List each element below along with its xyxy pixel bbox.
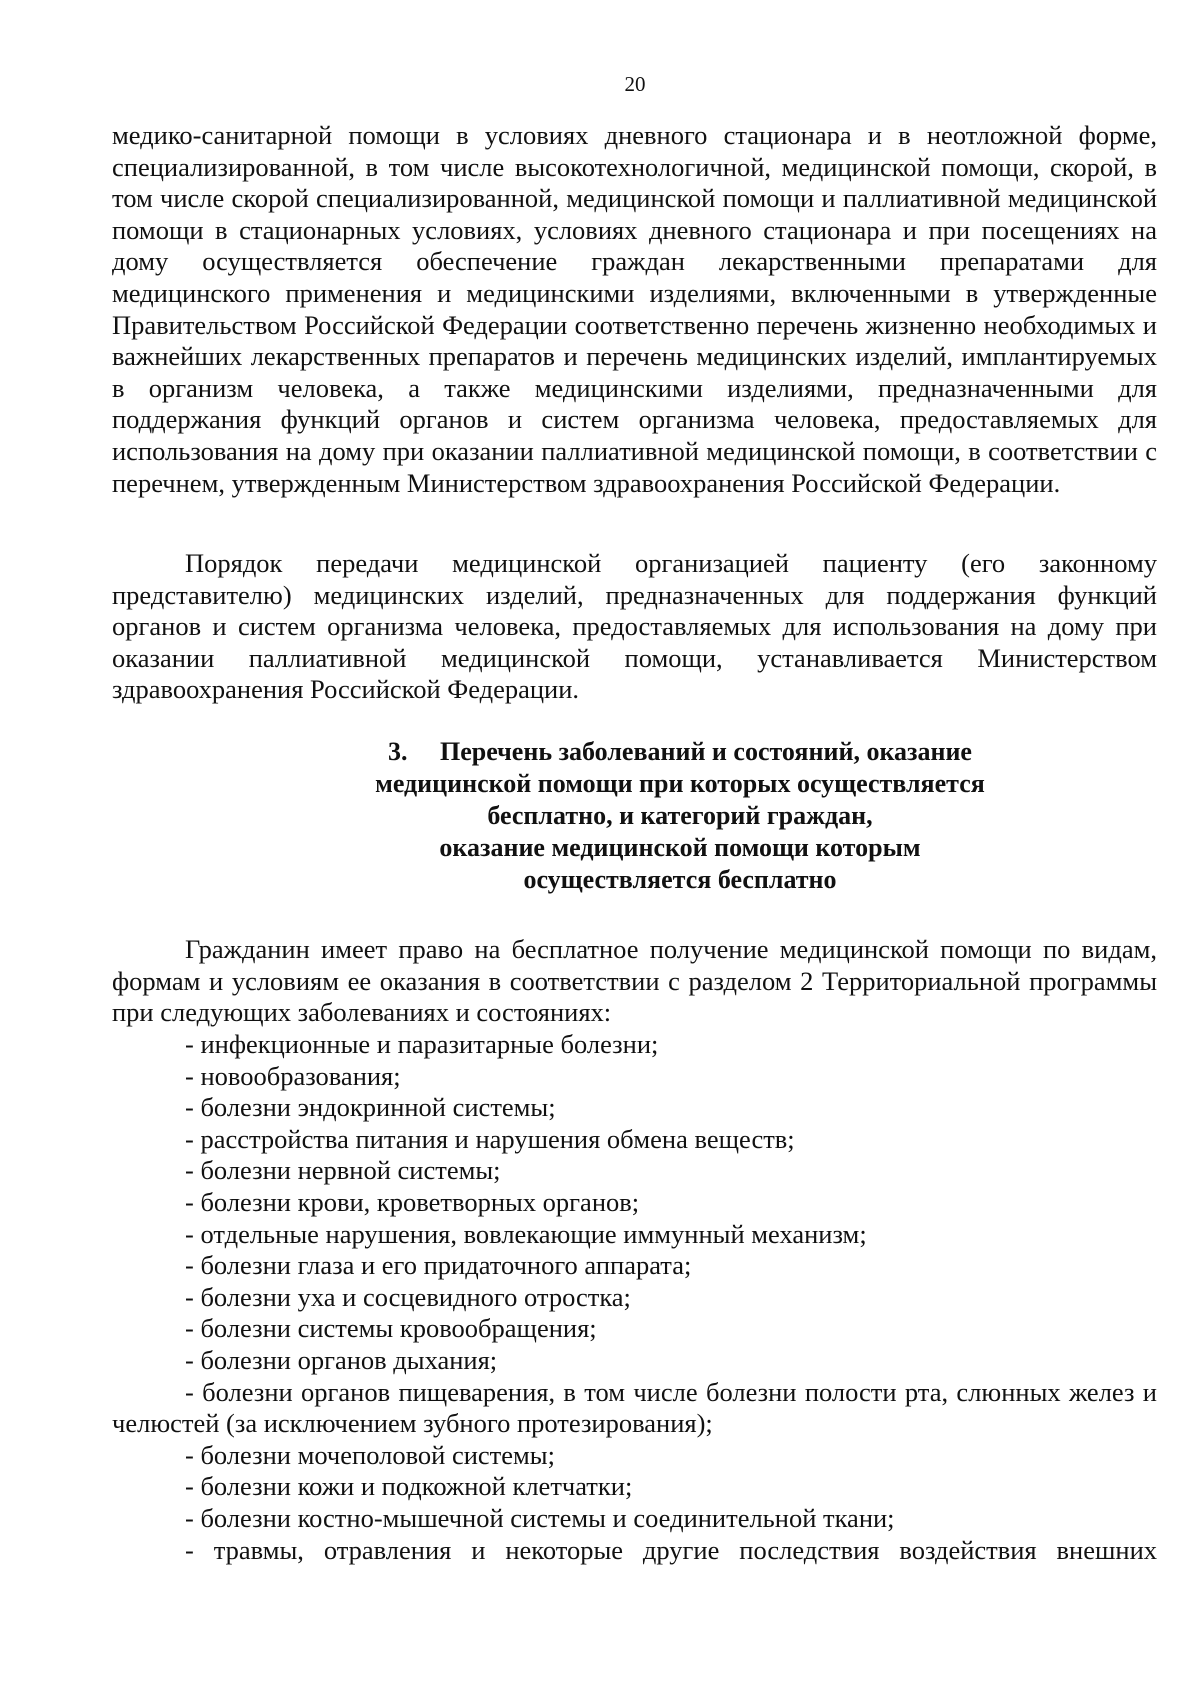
paragraph-device-transfer	[112, 548, 1157, 706]
section-heading-line-4: оказание медицинской помощи которым	[439, 833, 921, 862]
section-heading	[300, 736, 1060, 896]
paragraph-continued	[112, 120, 1157, 499]
list-item: - расстройства питания и нарушения обмена веществ;	[185, 1123, 795, 1154]
list-item: - болезни глаза и его придаточного аппарата;	[185, 1250, 692, 1281]
section-heading-line-3: бесплатно, и категорий граждан,	[487, 801, 873, 830]
list-item: - инфекционные и паразитарные болезни;	[185, 1029, 659, 1059]
list-item: - болезни эндокринной системы;	[185, 1092, 556, 1123]
paragraph-3-text: Гражданин имеет право на бесплатное получение медицинской помощи по видам, формам и условиям ее оказания в соответствии с разделом 2 Территориальной программы при следующих заболеваниях и состояниях:	[112, 934, 1157, 1028]
list-item: - болезни нервной системы;	[185, 1155, 501, 1186]
list-item: - травмы, отравления и некоторые другие последствия воздействия внешних	[185, 1534, 1157, 1565]
list-item: - болезни уха и сосцевидного отростка;	[185, 1281, 631, 1312]
list-item: - болезни органов дыхания;	[185, 1344, 498, 1375]
list-item: - новообразования;	[185, 1060, 401, 1091]
list-item: - болезни системы кровообращения;	[185, 1313, 597, 1344]
paragraph-2-text: Порядок передачи медицинской организацией пациенту (его законному представителю) медицинских изделий, предназначенных для поддержания функций органов и систем организма человека, предоставляемых для использования на дому при оказании паллиативной медицинской помощи, устанавливается Министерством здравоохранения Российской Федерации.	[112, 548, 1157, 705]
list-item: - болезни кожи и подкожной клетчатки;	[185, 1471, 633, 1502]
list-item: - болезни мочеполовой системы;	[185, 1439, 555, 1470]
paragraph-citizen-rights	[112, 934, 1157, 1029]
section-number: 3.	[388, 737, 408, 766]
section-heading-line-1: 3. Перечень заболеваний и состояний, оказание	[388, 737, 972, 766]
list-item: - болезни крови, кроветворных органов;	[185, 1186, 640, 1217]
section-heading-line-2: медицинской помощи при которых осуществляется	[375, 769, 985, 798]
section-heading-line-5: осуществляется бесплатно	[523, 865, 837, 894]
paragraph-1-text: медико-санитарной помощи в условиях дневного стационара и в неотложной форме, специализированной, в том числе высокотехнологичной, медицинской помощи, скорой, в том числе скорой специализированной, медицинской помощи и паллиативной медицинской помощи в стационарных условиях, условиях дневного стационара и при посещениях на дому осуществляется обеспечение граждан лекарственными препаратами для медицинского применения и медицинскими изделиями, включенными в утвержденные Правительством Российской Федерации соответственно перечень жизненно необходимых и важнейших лекарственных препаратов и перечень медицинских изделий, имплантируемых в организм человека, а также медицинскими изделиями, предназначенными для поддержания функций органов и систем организма человека, предоставляемых для использования на дому при оказании паллиативной медицинской помощи, в соответствии с перечнем, утвержденным Министерством здравоохранения Российской Федерации.	[112, 120, 1157, 498]
page-number: 20	[624, 72, 646, 96]
list-item: - отдельные нарушения, вовлекающие иммунный механизм;	[185, 1218, 867, 1249]
list-item: - болезни костно-мышечной системы и соединительной ткани;	[185, 1502, 895, 1533]
conditions-list	[112, 1029, 1157, 1566]
list-item: - болезни органов пищеварения, в том числе болезни полости рта, слюнных желез и челюстей (за исключением зубного протезирования);	[112, 1376, 1157, 1439]
